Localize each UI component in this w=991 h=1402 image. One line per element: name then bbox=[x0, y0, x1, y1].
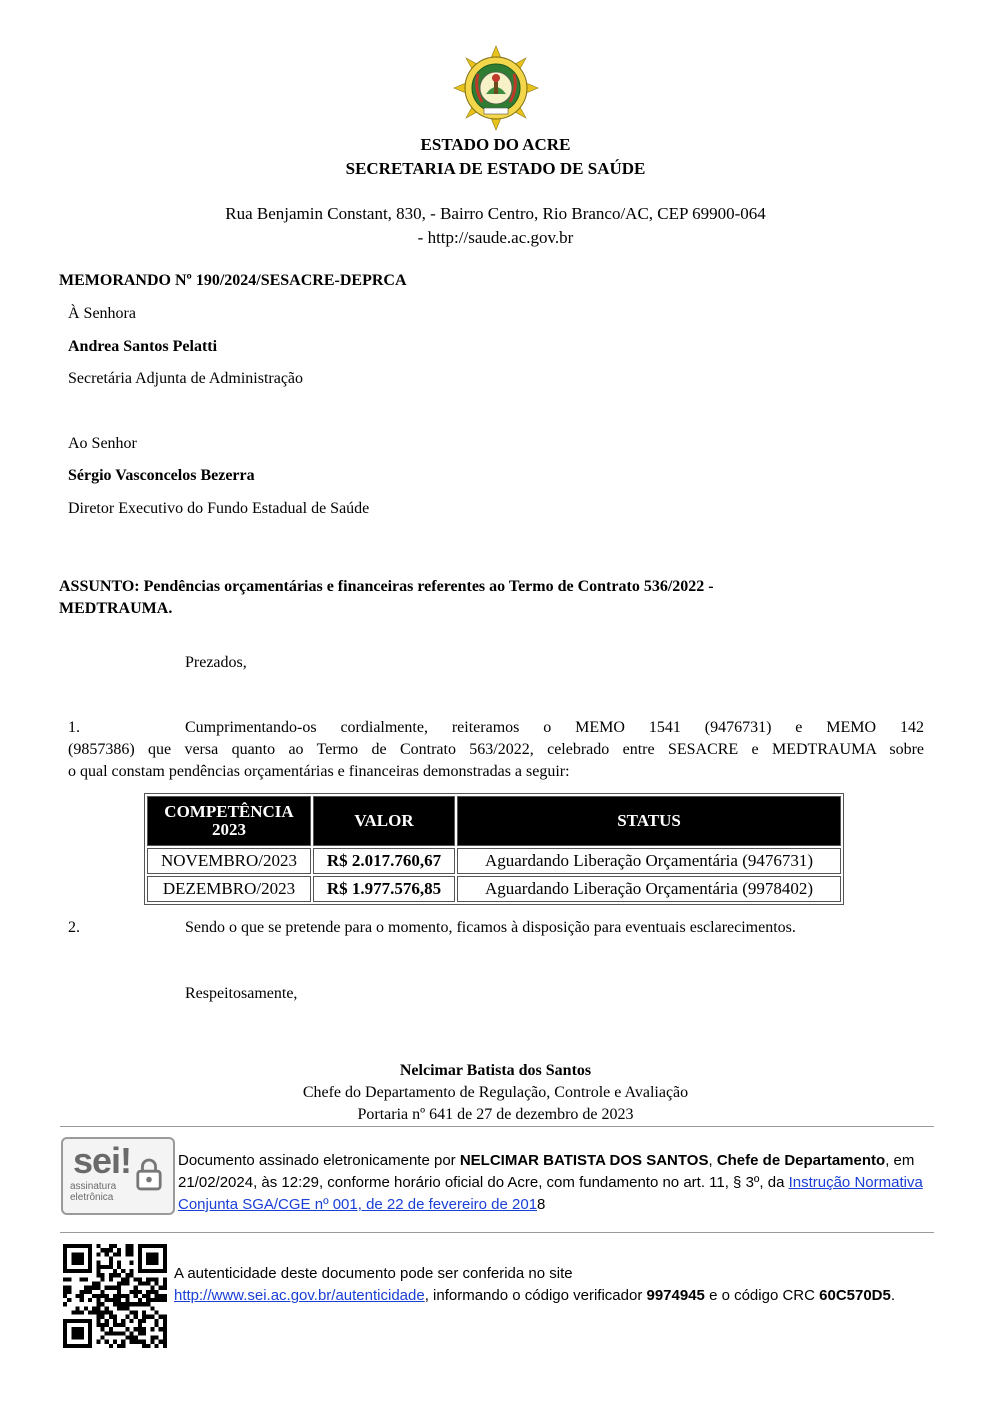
recipient1-salutation: À Senhora bbox=[68, 305, 136, 322]
normative-instruction-link[interactable]: Instrução Normativa Conjunta SGA/CGE nº 001, de 22 de fevereiro de 201 bbox=[178, 1174, 923, 1213]
cell-valor: R$ 1.977.576,85 bbox=[313, 876, 455, 902]
verifier-code: 9974945 bbox=[646, 1287, 705, 1304]
signature-tail: 8 bbox=[537, 1196, 546, 1213]
website-line: - http://saude.ac.gov.br bbox=[417, 228, 574, 247]
divider bbox=[60, 1126, 934, 1127]
cell-status: Aguardando Liberação Orçamentária (9476731) bbox=[457, 848, 841, 874]
state-coat-of-arms-emblem bbox=[452, 44, 540, 132]
table-header-row bbox=[147, 796, 841, 846]
paragraph1-line1: Cumprimentando-os cordialmente, reiteramos o MEMO 1541 (9476731) e MEMO 142 bbox=[185, 719, 924, 736]
secretariat-heading: SECRETARIA DE ESTADO DE SAÚDE bbox=[345, 159, 646, 178]
signer-name: Nelcimar Batista dos Santos bbox=[399, 1062, 592, 1079]
authenticity-text bbox=[174, 1263, 929, 1307]
paragraph1-number: 1. bbox=[68, 719, 80, 736]
sei-logo bbox=[61, 1137, 175, 1215]
cell-competencia: NOVEMBRO/2023 bbox=[147, 848, 311, 874]
memo-number: MEMORANDO Nº 190/2024/SESACRE-DEPRCA bbox=[59, 272, 407, 289]
signature-signer: NELCIMAR BATISTA DOS SANTOS bbox=[459, 1152, 709, 1169]
authenticity-line2 bbox=[174, 1285, 929, 1307]
header-competencia: COMPETÊNCIA 2023 bbox=[147, 796, 311, 846]
recipient1-name: Andrea Santos Pelatti bbox=[68, 338, 218, 355]
header-status: STATUS bbox=[457, 796, 841, 846]
recipient1-role: Secretária Adjunta de Administração bbox=[68, 370, 304, 387]
recipient2-role: Diretor Executivo do Fundo Estadual de Saúde bbox=[68, 500, 370, 517]
crc-code: 60C570D5 bbox=[819, 1287, 891, 1304]
lock-icon bbox=[135, 1157, 163, 1191]
signature-prefix: Documento assinado eletronicamente por bbox=[178, 1152, 460, 1169]
subject-line-1: ASSUNTO: Pendências orçamentárias e financeiras referentes ao Termo de Contrato 536/2022 - bbox=[59, 578, 714, 595]
table-row bbox=[147, 848, 841, 874]
closing: Respeitosamente, bbox=[185, 985, 298, 1002]
subject-line-2: MEDTRAUMA. bbox=[59, 600, 173, 617]
authenticity-link[interactable]: http://www.sei.ac.gov.br/autenticidade bbox=[174, 1287, 425, 1304]
sei-logo-subtitle: eletrônica bbox=[70, 1192, 114, 1203]
cell-valor: R$ 2.017.760,67 bbox=[313, 848, 455, 874]
electronic-signature-text bbox=[178, 1150, 923, 1216]
paragraph2-number: 2. bbox=[68, 919, 80, 936]
signer-ordinance: Portaria nº 641 de 27 de dezembro de 2023 bbox=[357, 1106, 634, 1123]
authenticity-end: . bbox=[890, 1287, 896, 1304]
divider bbox=[60, 1232, 934, 1233]
greeting: Prezados, bbox=[185, 654, 247, 671]
state-heading: ESTADO DO ACRE bbox=[420, 135, 571, 154]
recipient2-name: Sérgio Vasconcelos Bezerra bbox=[68, 467, 255, 484]
crc-label: e o código CRC bbox=[704, 1287, 820, 1304]
cell-status: Aguardando Liberação Orçamentária (9978402) bbox=[457, 876, 841, 902]
qr-code bbox=[63, 1244, 167, 1348]
cell-competencia: DEZEMBRO/2023 bbox=[147, 876, 311, 902]
address-line: Rua Benjamin Constant, 830, - Bairro Centro, Rio Branco/AC, CEP 69900-064 bbox=[225, 204, 766, 223]
sei-logo-text: sei! bbox=[73, 1140, 132, 1181]
signature-separator: , bbox=[708, 1152, 717, 1169]
pending-payments-table bbox=[144, 793, 844, 905]
signer-title: Chefe do Departamento de Regulação, Controle e Avaliação bbox=[302, 1084, 689, 1101]
authenticity-line1: A autenticidade deste documento pode ser conferida no site bbox=[174, 1265, 573, 1282]
authenticity-middle: , informando o código verificador bbox=[424, 1287, 647, 1304]
signature-role: Chefe de Departamento bbox=[716, 1152, 886, 1169]
paragraph2-text: Sendo o que se pretende para o momento, ficamos à disposição para eventuais esclarecimentos. bbox=[185, 919, 796, 936]
sei-logo-subtitle: assinatura bbox=[70, 1181, 117, 1192]
table-row bbox=[147, 876, 841, 902]
header-valor: VALOR bbox=[313, 796, 455, 846]
recipient2-salutation: Ao Senhor bbox=[68, 435, 137, 452]
signature-details: , em 21/02/2024, às 12:29, conforme horário oficial do Acre, com fundamento no art. 11, § 3º, da bbox=[178, 1152, 915, 1191]
paragraph1-line2: (9857386) que versa quanto ao Termo de Contrato 563/2022, celebrado entre SESACRE e MEDTRAUMA sobre bbox=[68, 741, 924, 758]
paragraph1-line3: o qual constam pendências orçamentárias e financeiras demonstradas a seguir: bbox=[68, 763, 570, 780]
